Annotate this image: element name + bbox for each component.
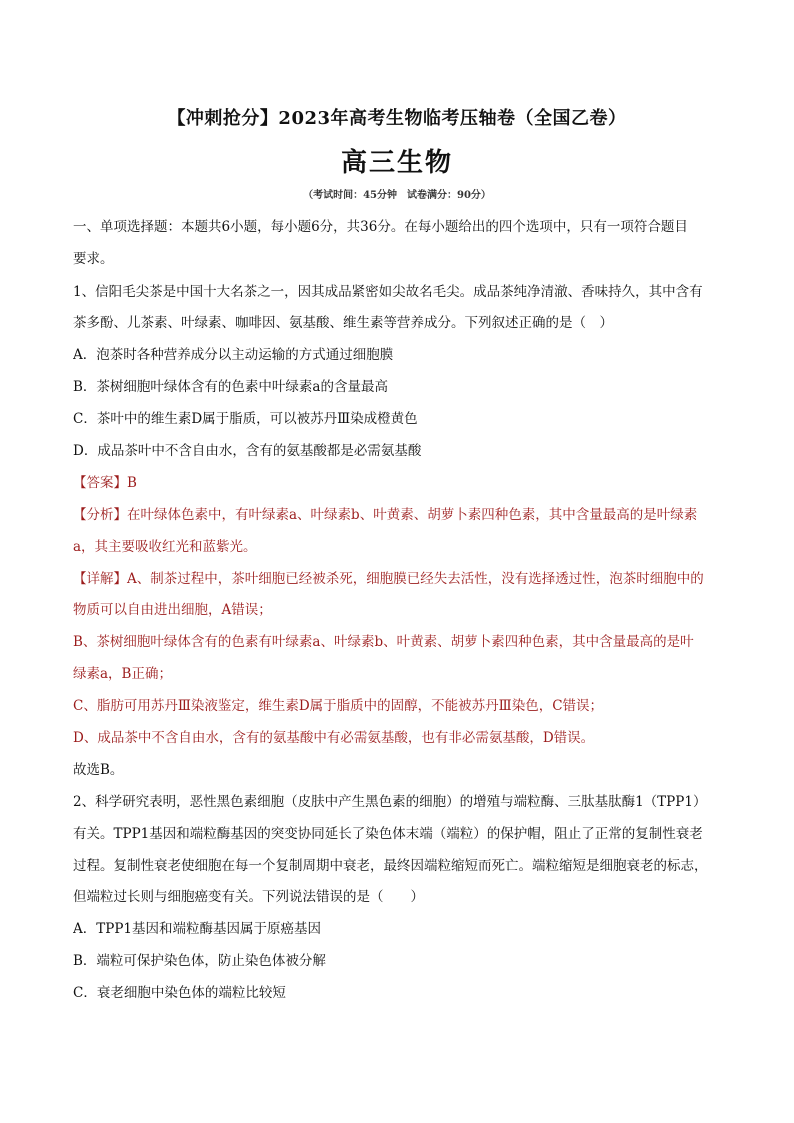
- detail-text-1: A、制茶过程中，茶叶细胞已经被杀死，细胞膜已经失去活性，没有选择透过性，泡茶时细胞中的: [127, 571, 704, 587]
- q1-option-d: D．成品茶叶中不含自由水，含有的氨基酸都是必需氨基酸: [73, 443, 422, 459]
- answer-value: B: [127, 475, 137, 491]
- exam-info: （考试时间：45分钟 试卷满分：90分）: [303, 190, 491, 201]
- q1-detail-line-6: D、成品茶中不含自由水，含有的氨基酸中有必需氨基酸，也有非必需氨基酸，D错误。: [73, 730, 595, 746]
- q1-option-c: C．茶叶中的维生素D属于脂质，可以被苏丹Ⅲ染成橙黄色: [73, 411, 418, 427]
- q1-option-a: A．泡茶时各种营养成分以主动运输的方式通过细胞膜: [73, 347, 394, 363]
- q1-stem-line-2: 茶多酚、儿茶素、叶绿素、咖啡因、氨基酸、维生素等营养成分。下列叙述正确的是（ ）: [73, 315, 613, 331]
- q1-detail-line-2: 物质可以自由进出细胞，A错误；: [73, 602, 272, 618]
- exam-header-title: 【冲刺抢分】2023年高考生物临考压轴卷（全国乙卷）: [167, 108, 627, 129]
- q2-stem-line-4: 但端粒过长则与细胞癌变有关。下列说法错误的是（ ）: [73, 889, 424, 905]
- q1-detail-line-5: C、脂肪可用苏丹Ⅲ染液鉴定，维生素D属于脂质中的固醇，不能被苏丹Ⅲ染色，C错误；: [73, 698, 604, 714]
- q1-analysis-line-2: a，其主要吸收红光和蓝紫光。: [73, 539, 257, 555]
- q1-detail-line-3: B、茶树细胞叶绿体含有的色素有叶绿素a、叶绿素b、叶黄素、胡萝卜素四种色素，其中含量最高的是叶: [73, 634, 694, 650]
- q2-stem-line-1: 2、科学研究表明，恶性黑色素细胞（皮肤中产生黑色素的细胞）的增殖与端粒酶、三肽基肽酶1（TPP1）: [73, 794, 707, 810]
- q1-detail-line-1: [73, 570, 725, 588]
- detail-label: 【详解】: [73, 571, 127, 587]
- q1-answer: [73, 474, 725, 492]
- q1-option-b: B．茶树细胞叶绿体含有的色素中叶绿素a的含量最高: [73, 379, 388, 395]
- analysis-text-1: 在叶绿体色素中，有叶绿素a、叶绿素b、叶黄素、胡萝卜素四种色素，其中含量最高的是叶绿素: [127, 507, 698, 523]
- q2-option-a: A．TPP1基因和端粒酶基因属于原癌基因: [73, 921, 322, 937]
- q2-option-c: C．衰老细胞中染色体的端粒比较短: [73, 985, 286, 1001]
- analysis-label: 【分析】: [73, 507, 127, 523]
- answer-label: 【答案】: [73, 475, 127, 491]
- q1-stem-line-1: 1、信阳毛尖茶是中国十大名茶之一，因其成品紧密如尖故名毛尖。成品茶纯净清澈、香味持久，其中含有: [73, 284, 703, 300]
- q2-stem-line-2: 有关。TPP1基因和端粒酶基因的突变协同延长了染色体末端（端粒）的保护帽，阻止了正常的复制性衰老: [73, 826, 703, 842]
- q2-stem-line-3: 过程。复制性衰老使细胞在每一个复制周期中衰老，最终因端粒缩短而死亡。端粒缩短是细胞衰老的标志，: [73, 858, 708, 874]
- q1-analysis-line-1: [73, 506, 725, 524]
- q1-conclusion: 故选B。: [73, 762, 124, 778]
- q1-detail-line-4: 绿素a，B正确；: [73, 666, 172, 682]
- subject-title: 高三生物: [340, 148, 453, 178]
- section-instruction-line-1: 一、单项选择题：本题共6小题，每小题6分，共36分。在每小题给出的四个选项中，只有一项符合题目: [73, 219, 688, 235]
- section-instruction-line-2: 要求。: [73, 251, 114, 267]
- q2-option-b: B．端粒可保护染色体，防止染色体被分解: [73, 953, 326, 969]
